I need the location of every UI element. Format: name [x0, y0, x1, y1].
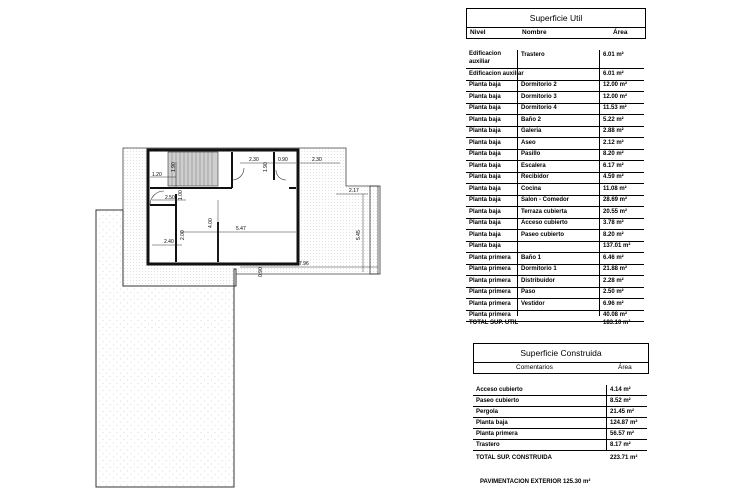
cell-area: 6.96 m²: [603, 300, 624, 307]
table-row: [466, 69, 644, 81]
superficie-construida-table: [473, 343, 651, 468]
header-area: Área: [618, 364, 632, 371]
cell-nivel: Planta baja: [469, 231, 501, 238]
cell-nivel: Planta baja: [469, 93, 501, 100]
cell-nivel: Planta baja: [469, 151, 501, 157]
dim-label: 2.00: [180, 230, 186, 240]
cell-nombre: Salon - Comedor: [521, 197, 570, 203]
cell-nombre: Baño 2: [521, 116, 542, 123]
cell-area: 21.45 m²: [610, 409, 635, 415]
dim-label: 2.30: [249, 157, 259, 163]
cell-nombre: Vestidor: [521, 300, 545, 307]
table-row: [466, 103, 644, 115]
table-row: [473, 396, 647, 407]
table-row: [466, 126, 644, 138]
cell-nivel: Planta baja: [469, 82, 501, 88]
table-row: [466, 115, 644, 127]
cell-nivel: Planta primera: [469, 312, 511, 318]
cell-nombre: Recibidor: [521, 174, 549, 180]
dim-label: 5.47: [236, 226, 246, 232]
cell-nombre: Planta baja: [476, 420, 508, 426]
cell-area: 6.17 m²: [603, 162, 624, 169]
cell-area: 8.17 m²: [610, 442, 631, 448]
cell-nivel: Planta primera: [469, 300, 511, 307]
cell-nombre: Cocina: [521, 185, 542, 192]
cell-area: 40.08 m²: [603, 312, 628, 318]
cell-nombre: Trastero: [476, 442, 500, 448]
dim-label: 0.90: [258, 267, 264, 277]
dim-label: 5.45: [356, 230, 362, 240]
cell-nivel: Planta baja: [469, 197, 501, 203]
cell-area: 2.12 m²: [603, 139, 624, 146]
cell-area: 28.69 m²: [603, 197, 628, 203]
cell-nombre: Dormitorio 2: [521, 82, 557, 88]
cell-nombre: Baño 1: [521, 254, 542, 261]
cell-nivel: Planta baja: [469, 162, 501, 169]
table-header-row: [473, 362, 649, 374]
cell-nivel: Edificacion auxiliar: [469, 70, 524, 77]
superficie-util-table: [466, 8, 646, 330]
table-row: [473, 440, 647, 451]
table-row: [466, 287, 644, 299]
table-row: [466, 172, 644, 184]
cell-area: 4.59 m²: [603, 174, 624, 180]
cell-nombre: Aseo: [521, 139, 536, 146]
dim-label: 7.96: [299, 261, 309, 267]
table-row: [466, 80, 644, 92]
cell-nivel: Planta primera: [469, 254, 511, 261]
cell-nombre: Paseo cubierto: [476, 398, 520, 404]
dim-label: 4.00: [208, 218, 214, 228]
cell-area: 2.50 m²: [603, 289, 624, 295]
dim-label: 2.17: [349, 188, 359, 194]
table-row: [466, 161, 644, 173]
cell-area: 21.88 m²: [603, 266, 628, 272]
cell-nombre: Acceso cubierto: [476, 387, 523, 393]
cell-nombre: Acceso cubierto: [521, 220, 568, 226]
table-row: [466, 138, 644, 150]
dim-label: 2.40: [164, 239, 174, 245]
table-row: [473, 407, 647, 418]
header-nombre: Nombre: [522, 29, 547, 36]
cell-nivel: Planta baja: [469, 185, 501, 192]
table-row: [466, 218, 644, 230]
dim-label: 2.30: [312, 157, 322, 163]
cell-nombre: Planta primera: [476, 431, 518, 437]
cell-nivel: Planta baja: [469, 105, 501, 111]
cell-area: 56.57 m²: [610, 431, 635, 437]
cell-nombre: Terraza cubierta: [521, 208, 567, 215]
table-row: [466, 149, 644, 161]
cell-nombre: Trastero: [521, 52, 545, 58]
cell-nombre: Dormitorio 1: [521, 266, 557, 272]
table-row: [466, 207, 644, 219]
cell-area: 11.08 m²: [603, 185, 627, 192]
table-row: [473, 429, 647, 440]
table-title: Superficie Util: [466, 8, 646, 28]
total-value: 183.10 m²: [603, 320, 631, 326]
table-row: [473, 418, 647, 429]
cell-nombre: Escalera: [521, 162, 546, 169]
total-label: TOTAL SUP. CONSTRUIDA: [476, 455, 552, 461]
table-header-row: [466, 27, 646, 39]
cell-nombre: Paseo cubierto: [521, 231, 565, 238]
cell-nombre: Pergola: [476, 409, 499, 415]
table-row: [466, 299, 644, 311]
cell-area: 2.88 m²: [603, 128, 624, 134]
cell-area: 5.22 m²: [603, 116, 624, 123]
cell-area: 3.78 m²: [603, 220, 624, 226]
cell-nombre: Paso: [521, 289, 536, 295]
cell-area: 8.52 m²: [610, 398, 631, 404]
table-row: [466, 50, 644, 69]
dim-label: 1.90: [171, 162, 177, 172]
cell-nombre: Dormitorio 3: [521, 93, 557, 100]
cell-nivel: Planta baja: [469, 139, 501, 146]
total-label: TOTAL SUP. UTIL: [469, 320, 519, 326]
cell-nivel: Planta baja: [469, 208, 501, 215]
table-row: [466, 195, 644, 207]
table-row: [473, 385, 647, 396]
table-title: Superficie Construida: [473, 343, 649, 363]
dim-label: 1.90: [263, 162, 269, 172]
cell-area: 2.28 m²: [603, 277, 624, 284]
table-row: [466, 241, 644, 253]
cell-nombre: Galeria: [521, 128, 542, 134]
cell-area: 8.20 m²: [603, 151, 624, 157]
table-row: [466, 92, 644, 104]
cell-nombre: Distribuidor: [521, 277, 555, 284]
cell-nivel: Planta primera: [469, 266, 511, 272]
pavimentacion-note: PAVIMENTACION EXTERIOR 125.30 m²: [480, 479, 591, 485]
table-row: [466, 264, 644, 276]
cell-nivel: Planta primera: [469, 277, 511, 284]
total-value: 223.71 m²: [610, 455, 638, 461]
header-nivel: Nivel: [470, 29, 486, 36]
cell-nivel: Planta primera: [469, 289, 511, 295]
header-comentarios: Comentarios: [516, 364, 553, 371]
header-area: Área: [613, 29, 628, 36]
cell-area: 6.01 m²: [603, 70, 624, 77]
cell-nivel: Edificacion auxiliar: [469, 51, 502, 65]
cell-area: 11.53 m²: [603, 105, 627, 111]
dim-label: 2.50: [165, 195, 175, 201]
cell-area: 4.14 m²: [610, 387, 631, 393]
dim-label: 0.90: [278, 157, 288, 163]
cell-area: 124.87 m²: [610, 420, 638, 426]
cell-area: 137.01 m²: [603, 243, 631, 249]
cell-area: 8.20 m²: [603, 231, 624, 238]
cell-area: 6.01 m²: [603, 52, 624, 58]
cell-area: 20.55 m²: [603, 208, 628, 215]
cell-nombre: Pasillo: [521, 151, 541, 157]
table-row: [466, 230, 644, 242]
cell-nivel: Planta baja: [469, 243, 501, 249]
cell-nivel: Planta baja: [469, 128, 501, 134]
cell-nivel: Planta baja: [469, 116, 501, 123]
dim-label: 1.20: [152, 172, 162, 178]
cell-nivel: Planta baja: [469, 220, 501, 226]
table-row: [466, 276, 644, 288]
cell-nombre: Dormitorio 4: [521, 105, 557, 111]
cell-area: 12.00 m²: [603, 82, 628, 88]
cell-area: 6.46 m²: [603, 254, 624, 261]
table-row: [466, 184, 644, 196]
dim-label: 1.00: [178, 190, 184, 200]
cell-area: 12.00 m²: [603, 93, 628, 100]
cell-nivel: Planta baja: [469, 174, 501, 180]
table-row: [466, 253, 644, 265]
